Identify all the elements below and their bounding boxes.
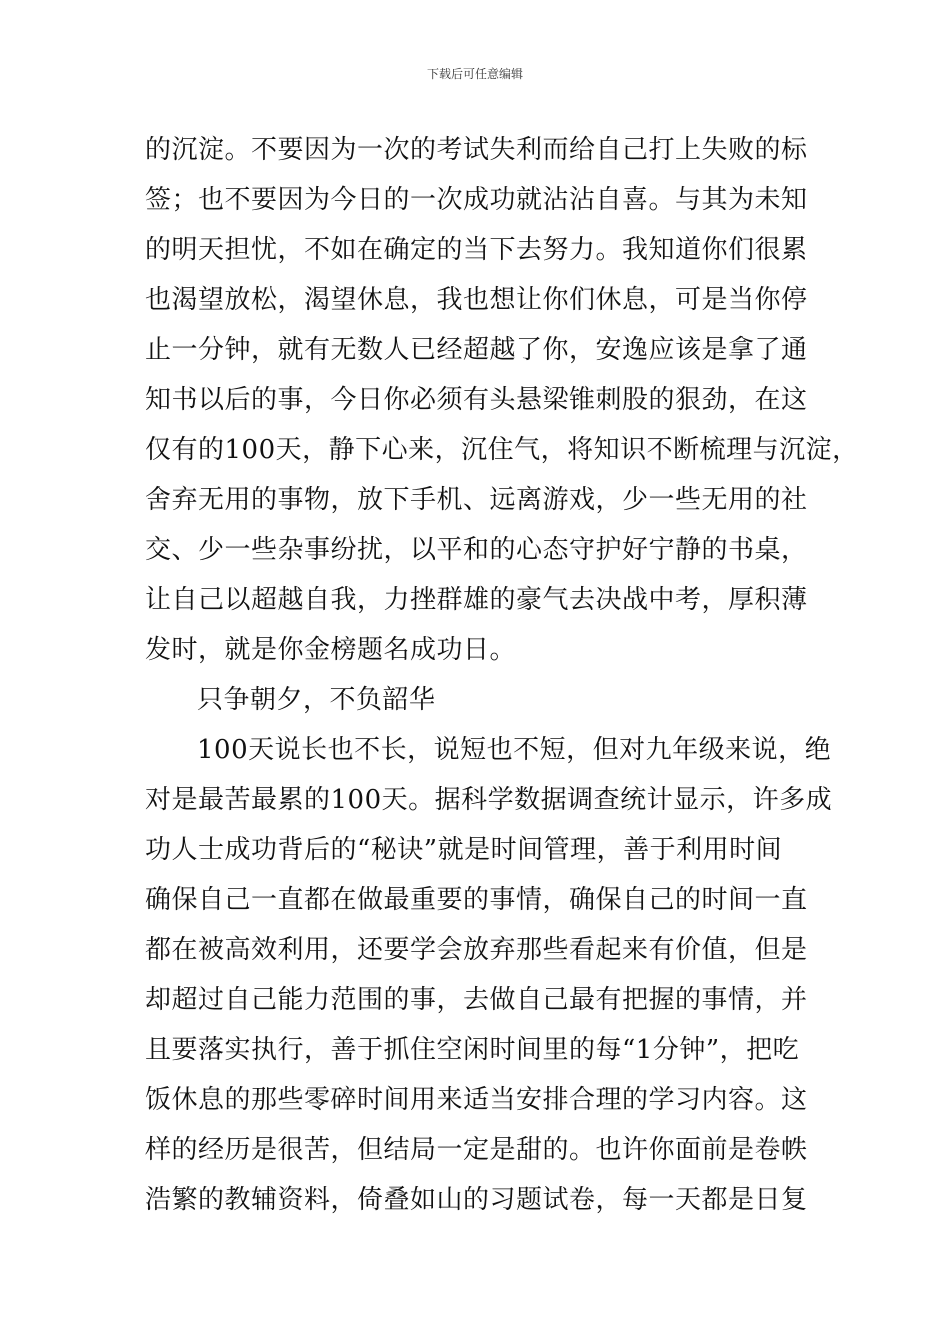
text-line: 交、少一些杂事纷扰，以平和的心态守护好宁静的书桌，: [145, 535, 808, 565]
text-line: 样的经历是很苦，但结局一定是甜的。也许你面前是卷帙: [145, 1135, 808, 1165]
text-line: 却超过自己能力范围的事，去做自己最有把握的事情，并: [145, 985, 808, 1015]
text-line: 的明天担忧，不如在确定的当下去努力。我知道你们很累: [145, 235, 808, 265]
text-line: 的沉淀。不要因为一次的考试失利而给自己打上失败的标: [145, 135, 808, 165]
text-line: 功人士成功背后的“秘诀”就是时间管理，善于利用时间: [145, 835, 783, 865]
text-line: 饭休息的那些零碎时间用来适当安排合理的学习内容。这: [145, 1085, 808, 1115]
text-line: 发时，就是你金榜题名成功日。: [145, 635, 517, 665]
text-line: 让自己以超越自我，力挫群雄的豪气去决战中考，厚积薄: [145, 585, 808, 615]
text-line: 签；也不要因为今日的一次成功就沾沾自喜。与其为未知: [145, 185, 808, 215]
text-line: 100天说长也不长，说短也不短，但对九年级来说，绝: [197, 735, 832, 765]
text-line: 确保自己一直都在做最重要的事情，确保自己的时间一直: [145, 885, 808, 915]
text-line: 知书以后的事，今日你必须有头悬梁锥刺股的狠劲，在这: [145, 385, 808, 415]
text-line: 也渴望放松，渴望休息，我也想让你们休息，可是当你停: [145, 285, 808, 315]
document-body: [145, 125, 859, 1225]
text-line: 且要落实执行，善于抓住空闲时间里的每“1分钟”，把吃: [145, 1035, 800, 1065]
text-line: 都在被高效利用，还要学会放弃那些看起来有价值，但是: [145, 935, 808, 965]
text-line: 浩繁的教辅资料，倚叠如山的习题试卷，每一天都是日复: [145, 1185, 808, 1215]
text-line: 仅有的100天，静下心来，沉住气，将知识不断梳理与沉淀，: [145, 435, 859, 465]
section-heading: 只争朝夕，不负韶华: [197, 685, 436, 715]
text-line: 对是最苦最累的100天。据科学数据调查统计显示，许多成: [145, 785, 833, 815]
page-header: 下载后可任意编辑: [426, 67, 523, 81]
text-line: 止一分钟，就有无数人已经超越了你，安逸应该是拿了通: [145, 335, 808, 365]
text-line: 舍弃无用的事物，放下手机、远离游戏，少一些无用的社: [145, 485, 808, 515]
